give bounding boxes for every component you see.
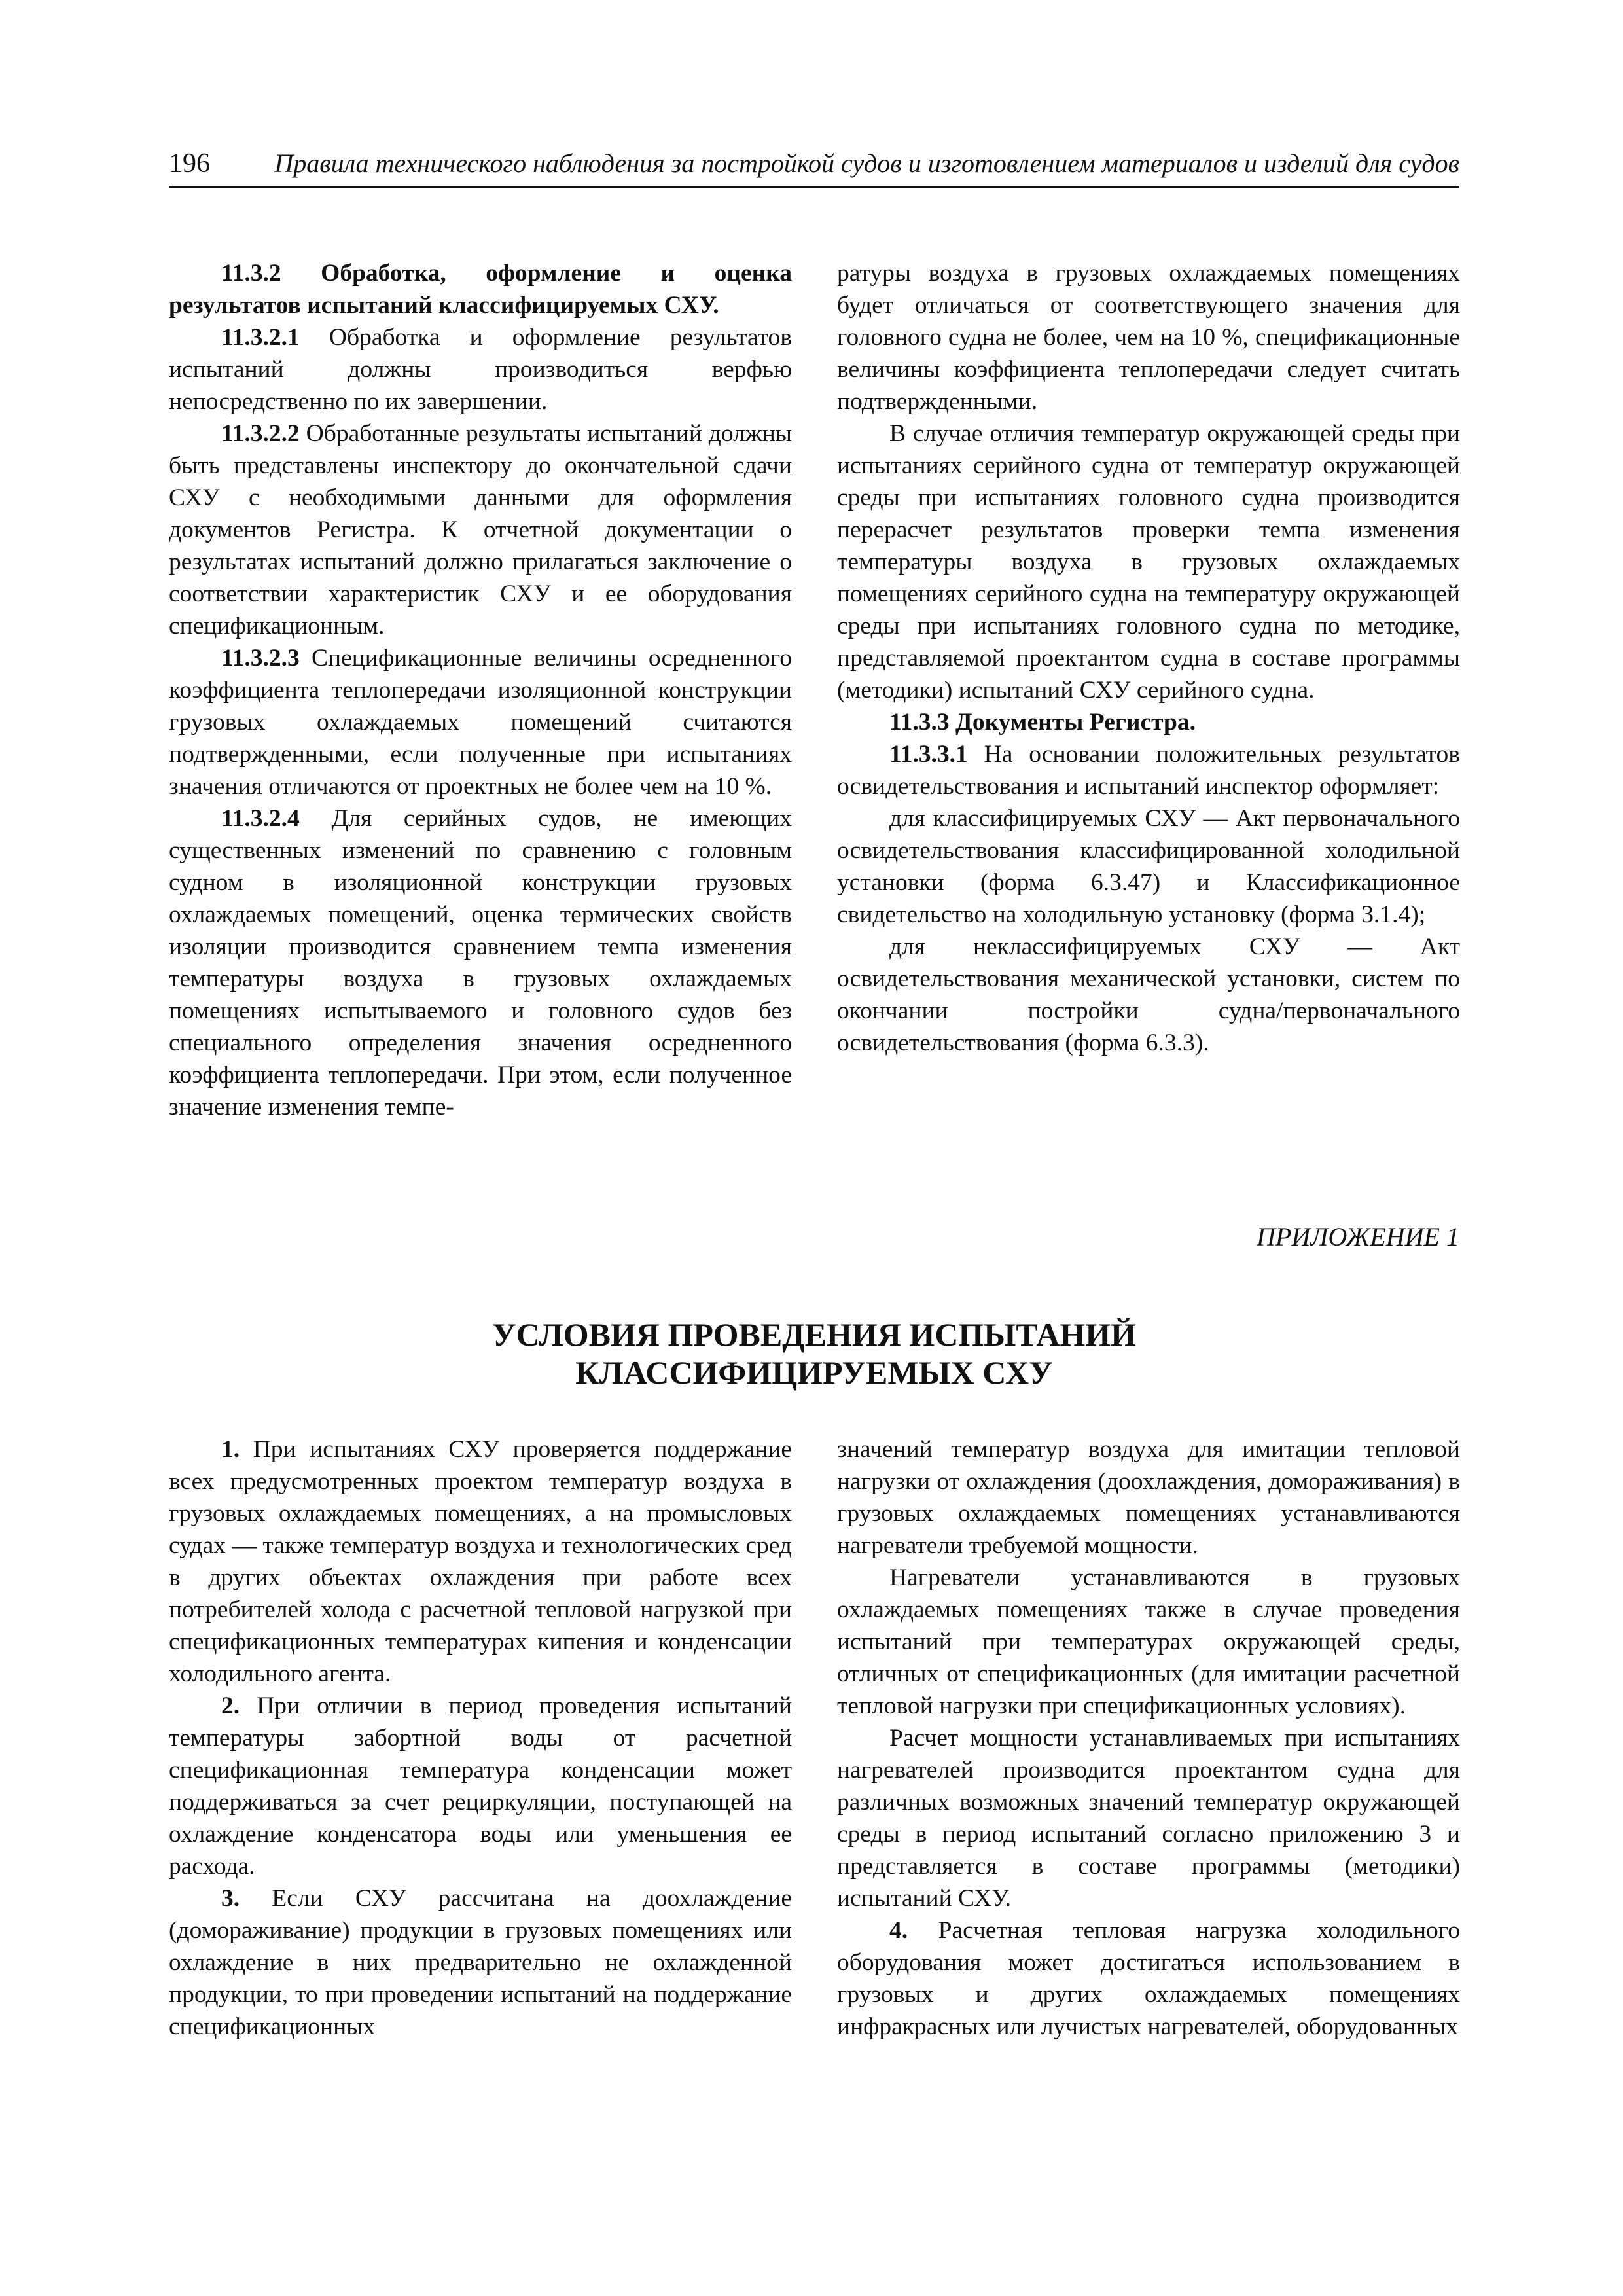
paragraph bbox=[837, 931, 1460, 1059]
section1-right-column bbox=[837, 257, 1460, 1059]
clause-number: 11.3.3.1 bbox=[889, 741, 968, 768]
paragraph bbox=[837, 1722, 1460, 1914]
clause-text: Спецификационные величины осредненного коэффициента теплопередачи изоляционной конструкции грузовых охлаждаемых помещений считаются подтвержденными, если полученные при испытаниях значения отличаются от проектных не более чем на 10 %. bbox=[169, 645, 792, 800]
clause-text: Обработанные результаты испытаний должны быть представлены инспектору до окончательной сдачи СХУ с необходимыми данными для оформления документов Регистра. К отчетной документации о результатах испытаний должно прилагаться заключение о соответствии характеристик СХУ и ее оборудования спецификационным. bbox=[169, 420, 792, 639]
paragraph bbox=[837, 418, 1460, 706]
paragraph bbox=[169, 321, 792, 418]
section1-left-column bbox=[169, 257, 792, 1123]
paragraph bbox=[169, 1433, 792, 1690]
clause-number: 11.3.2.2 bbox=[221, 420, 300, 447]
clause-text: В случае отличия температур окружающей среды при испытаниях серийного судна от температур окружающей среды при испытаниях головного судна производится перерасчет результатов проверки темпа изменения температуры воздуха в грузовых охлаждаемых помещениях серийного судна на температуру окружающей среды при испытаниях головного судна по методике, представляемой проектантом судна в составе программы (методики) испытаний СХУ серийного судна. bbox=[837, 420, 1460, 704]
appendix-title-line2: КЛАССИФИЦИРУЕМЫХ СХУ bbox=[575, 1354, 1053, 1391]
paragraph bbox=[169, 642, 792, 802]
heading-11-3-3: 11.3.3 Документы Регистра. bbox=[889, 709, 1196, 736]
item-text: значений температур воздуха для имитации тепловой нагрузки от охлаждения (доохлаждения, домораживания) в грузовых охлаждаемых помещениях устанавливаются нагреватели требуемой мощности. bbox=[837, 1436, 1460, 1559]
paragraph bbox=[837, 1914, 1460, 2043]
item-number: 3. bbox=[221, 1885, 240, 1912]
paragraph bbox=[169, 418, 792, 642]
paragraph bbox=[169, 1882, 792, 2043]
appendix-title-line1: УСЛОВИЯ ПРОВЕДЕНИЯ ИСПЫТАНИЙ bbox=[491, 1316, 1137, 1353]
paragraph bbox=[837, 738, 1460, 802]
paragraph bbox=[837, 257, 1460, 418]
section2-right-column bbox=[837, 1433, 1460, 2043]
paragraph bbox=[837, 1433, 1460, 1562]
item-text: Если СХУ рассчитана на доохлаждение (домораживание) продукции в грузовых помещениях или охлаждение в них предварительно не охлажденной продукции, то при проведении испытаний на поддержание спецификационных bbox=[169, 1885, 792, 2040]
item-text: При отличии в период проведения испытаний температуры забортной воды от расчетной спецификационная температура конденсации может поддерживаться за счет рециркуляции, поступающей на охлаждение конденсатора воды или уменьшения ее расхода. bbox=[169, 1693, 792, 1880]
section2-left-column bbox=[169, 1433, 792, 2043]
paragraph bbox=[169, 1690, 792, 1882]
clause-text: Для серийных судов, не имеющих существенных изменений по сравнению с головным судном в изоляционной конструкции грузовых охлаждаемых помещений, оценка термических свойств изоляции производится сравнением темпа изменения температуры воздуха в грузовых охлаждаемых помещениях испытываемого и головного судов без специального определения значения осредненного коэффициента теплопередачи. При этом, если полученное значение изменения темпе- bbox=[169, 805, 792, 1121]
clause-text: для классифицируемых СХУ — Акт первоначального освидетельствования классифицированной холодильной установки (форма 6.3.47) и Классификационное свидетельство на холодильную установку (форма 3.1.4); bbox=[837, 805, 1460, 928]
running-title: Правила технического наблюдения за постройкой судов и изготовлением материалов и изделий для судов bbox=[274, 149, 1459, 178]
clause-number: 11.3.2.1 bbox=[221, 324, 300, 351]
item-text: Нагреватели устанавливаются в грузовых охлаждаемых помещениях также в случае проведения испытаний при температурах окружающей среды, отличных от спецификационных (для имитации расчетной тепловой нагрузки при спецификационных условиях). bbox=[837, 1564, 1460, 1719]
page-number: 196 bbox=[169, 149, 210, 179]
clause-text: Обработка и оформление результатов испытаний должны производиться верфью непосредственно по их завершении. bbox=[169, 324, 792, 415]
appendix-label: ПРИЛОЖЕНИЕ 1 bbox=[1257, 1222, 1459, 1251]
clause-text: На основании положительных результатов освидетельствования и испытаний инспектор оформляет: bbox=[837, 741, 1460, 800]
item-text: Расчет мощности устанавливаемых при испытаниях нагревателей производится проектантом судна для различных возможных значений температур окружающей среды в период испытаний согласно приложению 3 и представляется в составе программы (методики) испытаний СХУ. bbox=[837, 1725, 1460, 1912]
item-text: При испытаниях СХУ проверяется поддержание всех предусмотренных проектом температур воздуха в грузовых охлаждаемых помещениях, а на промысловых судах — также температур воздуха и технологических сред в других объектах охлаждения при работе всех потребителей холода с расчетной тепловой нагрузкой при спецификационных температурах кипения и конденсации холодильного агента. bbox=[169, 1436, 792, 1687]
heading-11-3-2: 11.3.2 Обработка, оформление и оценка результатов испытаний классифицируемых СХУ. bbox=[169, 260, 792, 319]
paragraph bbox=[169, 802, 792, 1123]
page-header bbox=[169, 145, 1459, 188]
paragraph bbox=[169, 257, 792, 321]
clause-text: ратуры воздуха в грузовых охлаждаемых помещениях будет отличаться от соответствующего значения для головного судна не более, чем на 10 %, спецификационные величины коэффициента теплопередачи следует считать подтвержденными. bbox=[837, 260, 1460, 415]
paragraph bbox=[837, 802, 1460, 931]
clause-text: для неклассифицируемых СХУ — Акт освидетельствования механической установки, систем по окончании постройки судна/первоначального освидетельствования (форма 6.3.3). bbox=[837, 933, 1460, 1056]
item-number: 4. bbox=[889, 1917, 908, 1944]
paragraph bbox=[837, 1562, 1460, 1722]
item-number: 2. bbox=[221, 1693, 240, 1719]
clause-number: 11.3.2.3 bbox=[221, 645, 300, 672]
paragraph bbox=[837, 706, 1460, 738]
item-number: 1. bbox=[221, 1436, 240, 1463]
item-text: Расчетная тепловая нагрузка холодильного оборудования может достигаться использованием в грузовых и других охлаждаемых помещениях инфракрасных или лучистых нагревателей, оборудованных bbox=[837, 1917, 1460, 2040]
clause-number: 11.3.2.4 bbox=[221, 805, 300, 832]
